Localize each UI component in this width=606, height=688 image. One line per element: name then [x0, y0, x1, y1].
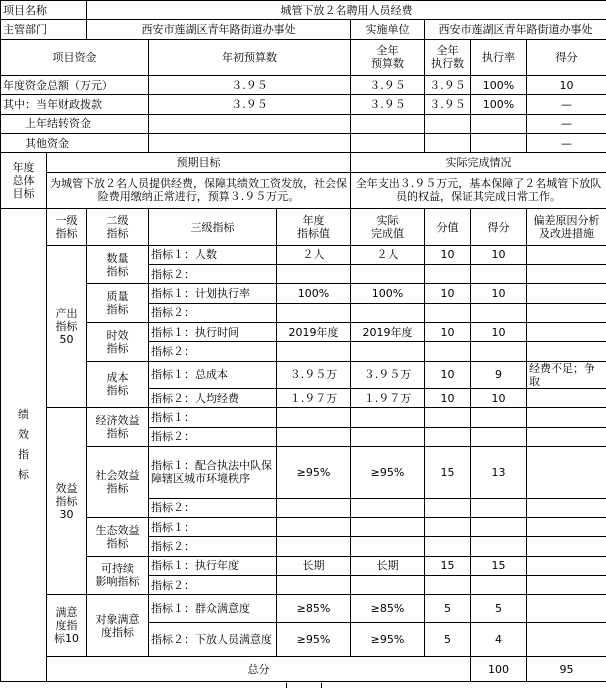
target-value [277, 518, 351, 537]
deviation-reason [527, 556, 606, 575]
actual-value: 长期 [351, 556, 425, 575]
value-header: 分值 [425, 209, 471, 246]
score-value [425, 427, 471, 446]
actual-completion-header: 实际完成情况 [351, 153, 606, 172]
score-value: 15 [425, 446, 471, 498]
actual-value: ２人 [351, 245, 425, 264]
deviation-reason [527, 575, 606, 594]
target-value: ≥95% [277, 622, 351, 657]
deviation-reason [527, 303, 606, 322]
target-value [277, 342, 351, 361]
actual-value [351, 498, 425, 517]
level3-indicator: 指标２： [149, 575, 277, 594]
level2-indicator: 经济效益 指标 [87, 408, 149, 447]
annual-goal-label: 年度 总体 目标 [1, 153, 47, 209]
level3-indicator: 指标１：人数 [149, 245, 277, 264]
funds-row-initial [149, 114, 351, 133]
level3-indicator: 指标２： [149, 427, 277, 446]
actual-value [351, 342, 425, 361]
funds-row-rate: 100% [471, 95, 527, 114]
actual-value: ≥85% [351, 595, 425, 622]
score-value [425, 265, 471, 284]
target-value [277, 408, 351, 427]
level3-indicator: 指标１：计划执行率 [149, 284, 277, 303]
level2-indicator: 质量 指标 [87, 284, 149, 323]
actual-value [351, 518, 425, 537]
total-label: 总分 [47, 657, 471, 682]
score-value [425, 537, 471, 556]
actual-value: 100% [351, 284, 425, 303]
level2-indicator: 时效 指标 [87, 323, 149, 362]
actual-value: ≥95% [351, 622, 425, 657]
funds-row-rate [471, 114, 527, 133]
deviation-reason [527, 427, 606, 446]
actual-value: 2019年度 [351, 323, 425, 342]
score-value: 15 [425, 556, 471, 575]
funds-row-exec: ３.９５ [425, 76, 471, 95]
score-value [425, 408, 471, 427]
score-earned [471, 575, 527, 594]
target-value: 100% [277, 284, 351, 303]
score-earned [471, 342, 527, 361]
dept: 西安市莲湖区青年路街道办事处 [87, 20, 351, 39]
target-value [277, 575, 351, 594]
level2-indicator: 生态效益 指标 [87, 518, 149, 557]
deviation-reason: 经费不足；争取 [527, 361, 606, 388]
deviation-reason [527, 245, 606, 264]
score-earned: 10 [471, 323, 527, 342]
level3-header: 三级指标 [149, 209, 277, 246]
score-earned [471, 408, 527, 427]
target-value: １.９７万 [277, 389, 351, 408]
funds-row-score: — [527, 95, 606, 114]
level3-indicator: 指标２： [149, 303, 277, 322]
score-value: 10 [425, 389, 471, 408]
funds-row-exec: ３.９５ [425, 95, 471, 114]
score-earned: 10 [471, 284, 527, 303]
score-value: 10 [425, 284, 471, 303]
actual-completion-text: 全年支出３.９５万元，基本保障了２名城管下放队员的权益，保证其完成日常工作。 [351, 172, 606, 209]
funds-row-budget [351, 134, 425, 153]
score-value: 10 [425, 323, 471, 342]
score-value: 10 [425, 245, 471, 264]
full-year-exec-header: 全年 执行数 [425, 39, 471, 76]
actual-header: 实际 完成值 [351, 209, 425, 246]
deviation-reason [527, 537, 606, 556]
deviation-reason [527, 323, 606, 342]
target-value [277, 427, 351, 446]
funds-row-score: 10 [527, 76, 606, 95]
level2-indicator: 可持续 影响指标 [87, 556, 149, 595]
level3-indicator: 指标２：人均经费 [149, 389, 277, 408]
actual-value [351, 575, 425, 594]
score-earned: 10 [471, 245, 527, 264]
score-earned [471, 303, 527, 322]
deviation-reason [527, 265, 606, 284]
funds-row-label: 年度资金总额（万元） [1, 76, 149, 95]
deviation-reason [527, 518, 606, 537]
score-header: 得分 [471, 209, 527, 246]
score-value: 5 [425, 622, 471, 657]
total-score: 95 [527, 657, 606, 682]
score-header: 得分 [527, 39, 606, 76]
level3-indicator: 指标１： [149, 518, 277, 537]
score-earned: 5 [471, 595, 527, 622]
satisfaction-indicator-label: 满意 度指 标10 [47, 595, 87, 657]
expected-goal-text: 为城管下放２名人员提供经费，保障其绩效工资发放，社会保险费用缴纳正常进行，预算３.９５万元。 [47, 172, 351, 209]
level3-indicator: 指标１：执行时间 [149, 323, 277, 342]
funds-row-label: 上年结转资金 [1, 114, 149, 133]
level3-indicator: 指标１：执行年度 [149, 556, 277, 575]
funds-row-initial: ３.９５ [149, 95, 351, 114]
actual-value [351, 427, 425, 446]
score-earned [471, 427, 527, 446]
level3-indicator: 指标２：下放人员满意度 [149, 622, 277, 657]
target-value: ≥85% [277, 595, 351, 622]
level3-indicator: 指标２： [149, 265, 277, 284]
effect-indicator-label: 效益 指标 30 [47, 408, 87, 595]
actual-value: １.９７万 [351, 389, 425, 408]
funds-row-exec [425, 114, 471, 133]
level2-indicator: 社会效益 指标 [87, 446, 149, 517]
initial-budget-header: 年初预算数 [149, 39, 351, 76]
level3-indicator: 指标１：总成本 [149, 361, 277, 388]
level3-indicator: 指标１：配合执法中队保障辖区城市环境秩序 [149, 446, 277, 498]
page-break-tail [286, 683, 322, 688]
project-name: 城管下放２名聘用人员经费 [87, 1, 606, 20]
level3-indicator: 指标２： [149, 342, 277, 361]
score-value [425, 518, 471, 537]
level3-indicator: 指标２： [149, 498, 277, 517]
score-earned: 4 [471, 622, 527, 657]
deviation-reason [527, 284, 606, 303]
score-value [425, 498, 471, 517]
full-year-budget-header: 全年 预算数 [351, 39, 425, 76]
score-earned: 10 [471, 389, 527, 408]
score-earned [471, 518, 527, 537]
score-value [425, 342, 471, 361]
deviation-reason [527, 389, 606, 408]
score-value: 5 [425, 595, 471, 622]
funds-row-budget: ３.９５ [351, 95, 425, 114]
deviation-reason [527, 446, 606, 498]
score-earned: 15 [471, 556, 527, 575]
impl-label: 实施单位 [351, 20, 425, 39]
deviation-reason [527, 408, 606, 427]
level2-indicator: 对象满意 度指标 [87, 595, 149, 657]
level2-indicator: 成本 指标 [87, 361, 149, 408]
score-earned [471, 537, 527, 556]
target-value [277, 303, 351, 322]
score-earned: 13 [471, 446, 527, 498]
funds-row-rate [471, 134, 527, 153]
score-value [425, 575, 471, 594]
impl: 西安市莲湖区青年路街道办事处 [425, 20, 606, 39]
score-value: 10 [425, 361, 471, 388]
funds-row-label: 其他资金 [1, 134, 149, 153]
target-value: ２人 [277, 245, 351, 264]
performance-label: 绩 效 指 标 [1, 209, 47, 682]
target-value [277, 537, 351, 556]
funds-row-score: — [527, 114, 606, 133]
actual-value [351, 303, 425, 322]
deviation-reason [527, 342, 606, 361]
target-value: ≥95% [277, 446, 351, 498]
actual-value: ３.９５万 [351, 361, 425, 388]
project-name-label: 项目名称 [1, 1, 87, 20]
funds-row-score: — [527, 134, 606, 153]
expected-goal-header: 预期目标 [47, 153, 351, 172]
target-value [277, 265, 351, 284]
deviation-reason [527, 595, 606, 622]
exec-rate-header: 执行率 [471, 39, 527, 76]
target-value: ３.９５万 [277, 361, 351, 388]
funds-row-rate: 100% [471, 76, 527, 95]
funds-row-budget: ３.９５ [351, 76, 425, 95]
reason-header: 偏差原因分析 及改进措施 [527, 209, 606, 246]
deviation-reason [527, 498, 606, 517]
actual-value [351, 265, 425, 284]
funds-row-initial: ３.９５ [149, 76, 351, 95]
score-earned [471, 265, 527, 284]
level1-header: 一级 指标 [47, 209, 87, 246]
level3-indicator: 指标１：群众满意度 [149, 595, 277, 622]
target-value: 长期 [277, 556, 351, 575]
score-earned [471, 498, 527, 517]
funds-row-budget [351, 114, 425, 133]
dept-label: 主管部门 [1, 20, 87, 39]
funds-row-label: 其中：当年财政拨款 [1, 95, 149, 114]
actual-value [351, 408, 425, 427]
funds-row-exec [425, 134, 471, 153]
project-funds-header: 项目资金 [1, 39, 149, 76]
funds-row-initial [149, 134, 351, 153]
total-value: 100 [471, 657, 527, 682]
output-indicator-label: 产出 指标 50 [47, 245, 87, 408]
target-value [277, 498, 351, 517]
level2-indicator: 数量 指标 [87, 245, 149, 284]
score-value [425, 303, 471, 322]
target-header: 年度 指标值 [277, 209, 351, 246]
deviation-reason [527, 622, 606, 657]
level3-indicator: 指标１： [149, 408, 277, 427]
level2-header: 二级 指标 [87, 209, 149, 246]
target-value: 2019年度 [277, 323, 351, 342]
score-earned: 9 [471, 361, 527, 388]
level3-indicator: 指标２： [149, 537, 277, 556]
actual-value [351, 537, 425, 556]
actual-value: ≥95% [351, 446, 425, 498]
